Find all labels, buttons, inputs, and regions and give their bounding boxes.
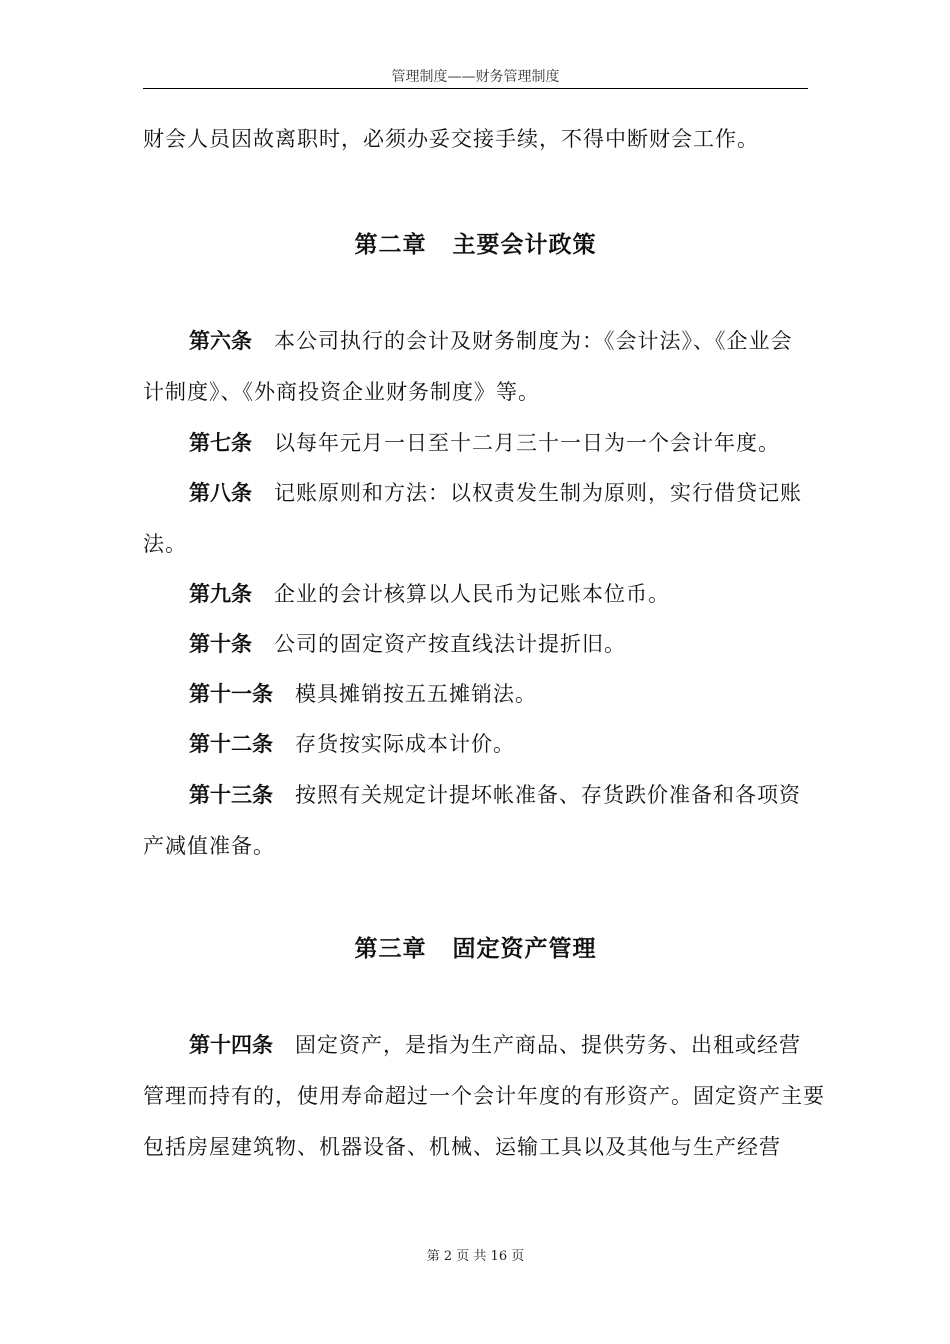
article-text: 以每年元月一日至十二月三十一日为一个会计年度。 — [274, 431, 780, 455]
chapter-number: 第三章 — [354, 936, 427, 962]
article-text: 本公司执行的会计及财务制度为：《会计法》、《企业会 — [274, 329, 793, 353]
article-13-cont: 产减值准备。 — [143, 834, 275, 858]
article-text: 公司的固定资产按直线法计提折旧。 — [274, 632, 626, 656]
chapter-number: 第二章 — [354, 232, 427, 258]
article-14 — [143, 1020, 854, 1071]
article-text: 记账原则和方法：以权责发生制为原则，实行借贷记账 — [274, 481, 802, 505]
article-text: 企业的会计核算以人民币为记账本位币。 — [274, 582, 670, 606]
chapter-heading-2 — [143, 226, 808, 259]
chapter-heading-3 — [143, 930, 808, 963]
chapter-title: 主要会计政策 — [452, 232, 597, 258]
article-14-cont: 包括房屋建筑物、机器设备、机械、运输工具以及其他与生产经营 — [143, 1135, 781, 1159]
article-text: 固定资产，是指为生产商品、提供劳务、出租或经营 — [295, 1033, 801, 1057]
article-12 — [143, 719, 854, 770]
paragraph: 财会人员因故离职时，必须办妥交接手续，不得中断财会工作。 — [143, 127, 759, 151]
page-header: 管理制度——财务管理制度 — [391, 69, 560, 85]
article-label: 第九条 — [189, 582, 252, 606]
chapter-title: 固定资产管理 — [452, 936, 597, 962]
article-11 — [143, 669, 854, 720]
article-label: 第七条 — [189, 431, 252, 455]
article-6 — [143, 316, 854, 367]
article-label: 第十二条 — [189, 732, 273, 756]
article-9 — [143, 569, 854, 620]
article-label: 第六条 — [189, 329, 252, 353]
article-text: 按照有关规定计提坏帐准备、存货跌价准备和各项资 — [295, 783, 801, 807]
article-14-cont: 管理而持有的，使用寿命超过一个会计年度的有形资产。固定资产主要 — [143, 1084, 825, 1108]
article-label: 第十三条 — [189, 783, 273, 807]
article-text: 模具摊销按五五摊销法。 — [295, 682, 537, 706]
article-label: 第八条 — [189, 481, 252, 505]
article-10 — [143, 619, 854, 670]
article-6-cont: 计制度》、《外商投资企业财务制度》等。 — [143, 380, 540, 404]
article-text: 存货按实际成本计价。 — [295, 732, 515, 756]
page-footer: 第 2 页 共 16 页 — [426, 1249, 525, 1264]
article-8 — [143, 468, 854, 519]
header-rule — [143, 88, 808, 89]
article-label: 第十条 — [189, 632, 252, 656]
article-7 — [143, 418, 854, 469]
article-8-cont: 法。 — [143, 532, 187, 556]
article-label: 第十一条 — [189, 682, 273, 706]
article-label: 第十四条 — [189, 1033, 273, 1057]
article-13 — [143, 770, 854, 821]
